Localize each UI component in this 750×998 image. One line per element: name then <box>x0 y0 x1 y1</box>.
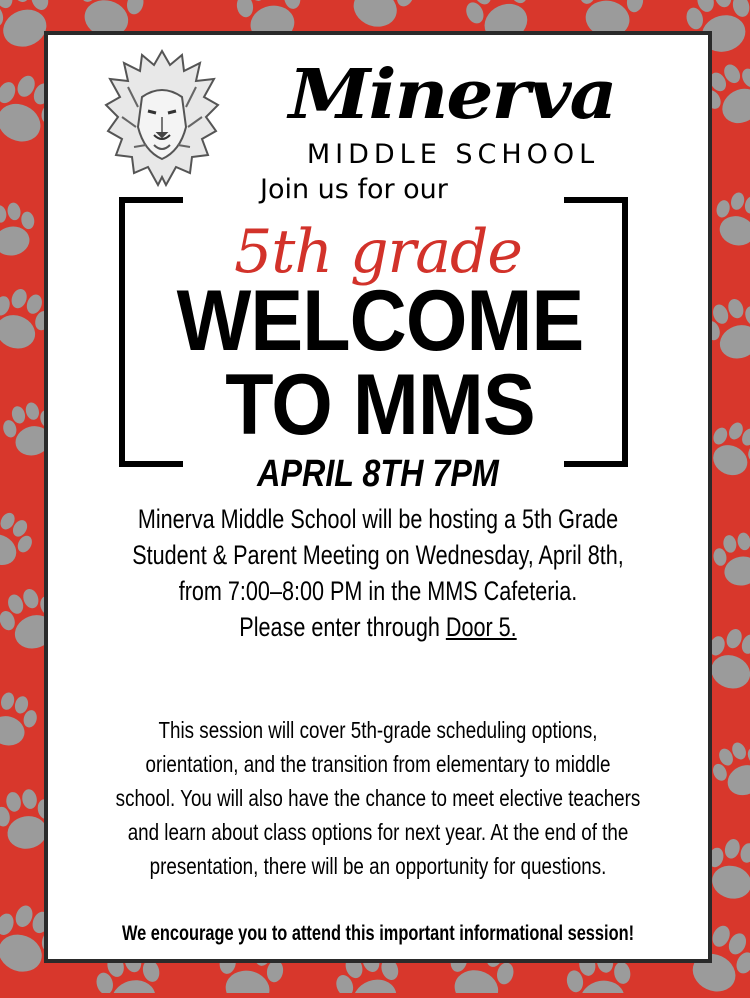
event-details <box>114 501 642 645</box>
details-line: Minerva Middle School will be hosting a 5th Grade <box>137 504 619 534</box>
details-line: Student & Parent Meeting on Wednesday, April 8th, <box>132 540 624 570</box>
description-line: presentation, there will be an opportunity for questions. <box>149 853 607 879</box>
grade-label: 5th grade <box>234 217 522 287</box>
school-name: Minerva <box>288 55 616 135</box>
school-subtitle: MIDDLE SCHOOL <box>306 139 600 170</box>
closing-message: We encourage you to attend this important informational session! <box>121 922 635 945</box>
event-date-time: APRIL 8TH 7PM <box>257 453 499 495</box>
description-line: orientation, and the transition from elementary to middle <box>145 751 611 777</box>
event-title-line2: TO MMS <box>225 357 535 453</box>
session-description <box>114 713 642 883</box>
details-line: from 7:00–8:00 PM in the MMS Cafeteria. <box>178 576 578 606</box>
flyer-card <box>44 31 712 963</box>
description-line: This session will cover 5th-grade scheduling options, <box>158 717 598 743</box>
event-title <box>159 273 601 453</box>
intro-text: Join us for our <box>260 174 448 205</box>
entry-instruction: Please enter through <box>239 612 446 642</box>
door-number: Door 5. <box>445 612 517 642</box>
lion-head-icon <box>104 47 220 189</box>
details-line <box>114 609 642 645</box>
event-title-line1: WELCOME <box>176 273 584 369</box>
description-line: and learn about class options for next year. At the end of the <box>127 819 629 845</box>
description-line: school. You will also have the chance to meet elective teachers <box>115 785 641 811</box>
